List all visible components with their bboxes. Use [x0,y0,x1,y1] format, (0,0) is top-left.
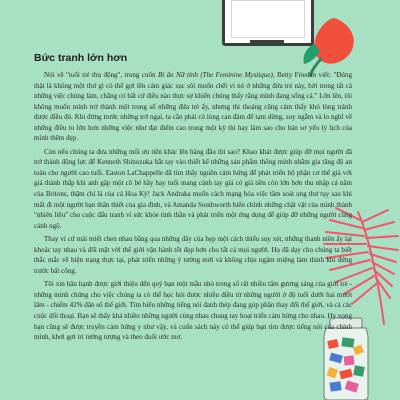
monitor-stand-illustration [250,40,284,53]
paragraph-1 [34,70,352,144]
paragraph-1-rest: , Betty Friedan viết: "Đúng thật là không một thứ gì có thể gợi lên cảm giác sục sôi muốn chết vì nó ở những đứa trẻ này, bởi trong tất cả những việc chúng làm, chẳng có bất cứ điều nào thực sự khiến chúng thấy rằng mình đang sống cả." Lớn lên, tôi không muốn mình trở thành một trong số những đứa trẻ ấy, nhưng thi thoảng cũng cảm thấy khó lòng tránh được điều đó. Khi đứng trước những trở ngại, ta cần phải có lòng can đảm để tạm dừng, suy ngẫm và lo nghĩ về những điều to lớn hơn những việc như đạt điểm cao trong một kỳ thi hay làm sao cho bản sơ yếu lý lịch của mình thêm đẹp. [34,71,352,143]
book-title: Bí ẩn Nữ tính (The Feminine Mystique) [157,71,273,79]
paragraph-3: Thay vì cứ mải miết chen nhau băng qua những dây của hẹp một cách thiếu suy xét, những thanh niên ấy lại khoác tay nhau và đối mặt với thế giới vận hành tốt đẹp hơn cho tất cả mọi người. Họ đã dạy cho chúng ta biết thắc mắc về hiện trạng thực tại, phát triển những ý tưởng mới và không chịu ngậm miệng làm thinh khi đứng trước bất công. [34,235,352,275]
paragraph-4: Tôi xin hân hạnh được giới thiệu đến quý bạn một mẫu nhỏ trong số rất nhiều tấm gương sáng của giới trẻ - những minh chứng cho việc chúng ta có thể học hỏi được nhiều điều từ những người ở độ tuổi dưới hai mươi lăm - chiếm 42% dân số thế giới. Tìm hiểu những tiếng nói đanh thép đang góp phần thay đổi thế giới, và cả các cuộc đối thoại. Bạn sẽ thấy khá nhiều những người cùng nhau chung tay hoạt triển cảm hứng cho nhau. Hy vọng bạn cũng sẽ được truyền cảm hứng y như vậy, và cuốn sách này có thể giúp bạn tìm được tiếng nói của chính mình, khơi gợi trí tưởng tượng và theo đuổi ước mơ. [34,280,352,342]
article-body [34,70,352,346]
paragraph-2: Còn nếu chúng ta đưa những mối ưu tiên khác lên hàng đầu thì sao? Khao khát được giúp đỡ mọi người đã trở thành động lực để Kenneth Shinozuka bắt tay vào thiết kế những sản phẩm thông minh nhằm gia tăng độ an toàn cho người cao tuổi. Easton LaChappelle đã tìm thấy nguồn cảm hứng để phát triển bộ phận cơ thể giả với giá thành thấp khi anh gặp một cô bé hầy hay tuổi mang cánh tay giả có giá tiền còn lớn hơn thu nhập cả năm của Britons, thậm chí là của cả Hoa Kỳ! Jack Andraka muốn cách mạng hóa việc tầm soát ung thư tụy sau khi mất đi một người bạn thân thiết của gia đình, và Amanda Southworth biến chính những chật vật của mình thành "nhiên liệu" cho cuộc đấu tranh vì sức khỏe tinh thần và phát triển một ứng dụng để giúp đỡ những người cùng cảnh ngộ. [34,147,352,230]
paragraph-1-intro: Nói về "tuổi trẻ thụ động", trong cuốn [44,71,158,79]
section-heading: Bức tranh lớn hơn [34,52,128,64]
red-flower-illustration [300,14,362,76]
